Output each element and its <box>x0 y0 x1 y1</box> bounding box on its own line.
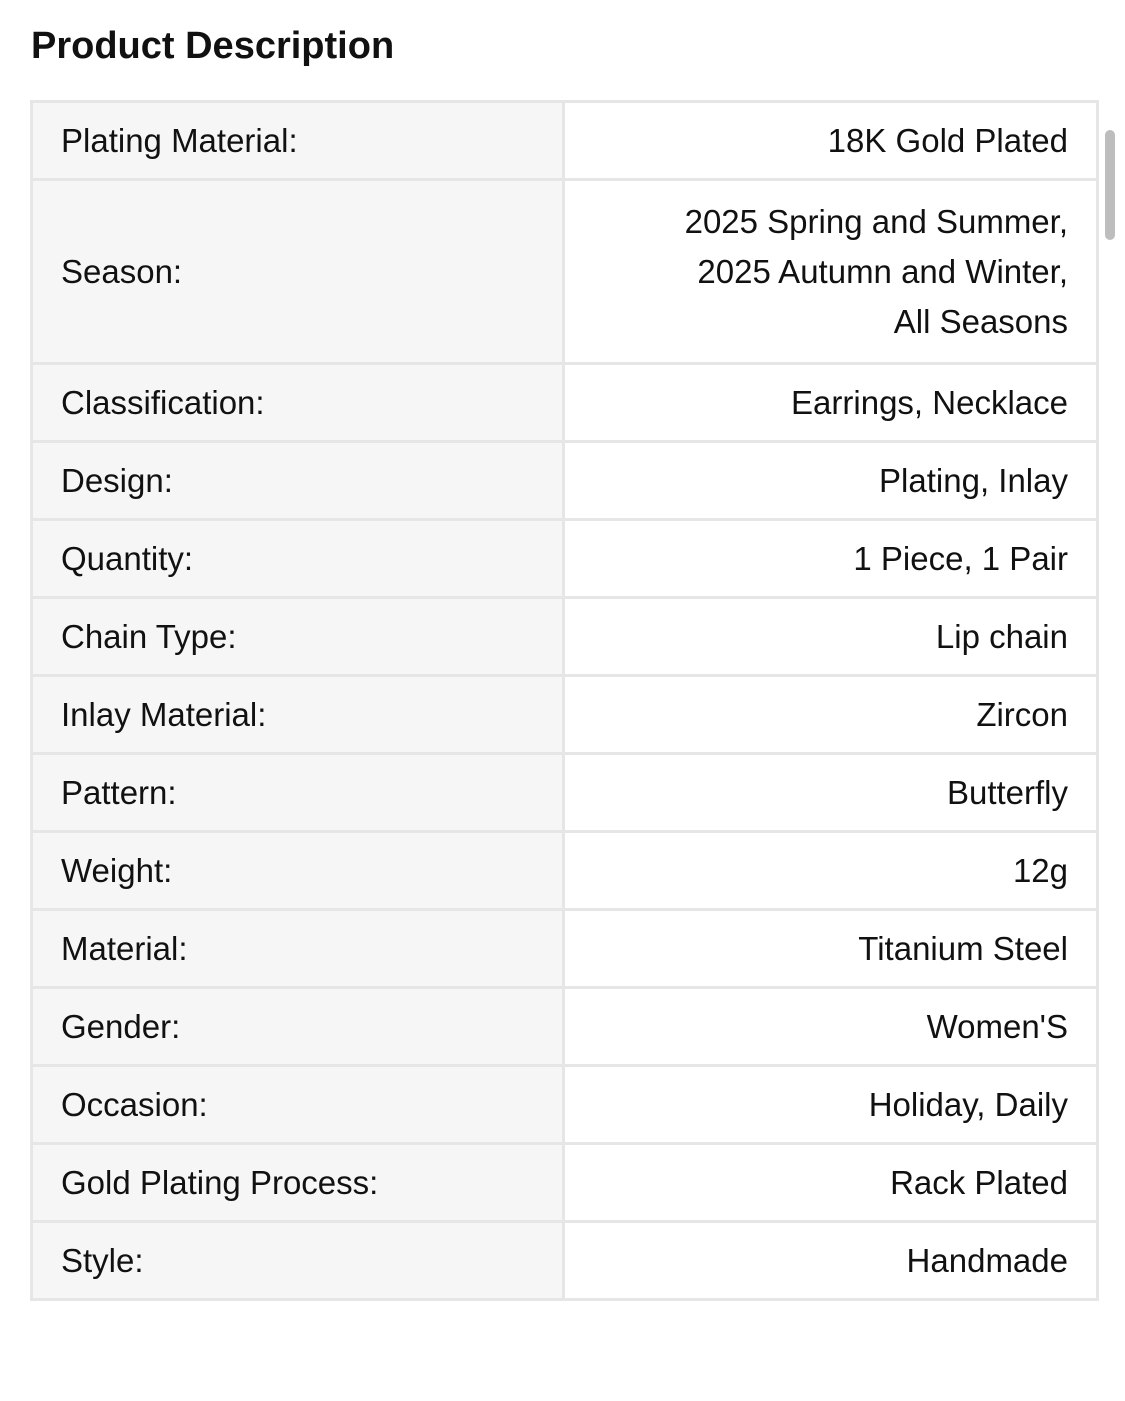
spec-value-line: 2025 Spring and Summer, <box>684 202 1068 240</box>
table-row <box>32 1222 1098 1300</box>
spec-value: 1 Piece, 1 Pair <box>564 520 1098 598</box>
spec-label: Inlay Material: <box>32 676 564 754</box>
spec-label: Gold Plating Process: <box>32 1144 564 1222</box>
table-row <box>32 676 1098 754</box>
scrollbar-thumb[interactable] <box>1105 130 1115 240</box>
spec-label: Chain Type: <box>32 598 564 676</box>
spec-value-line: 2025 Autumn and Winter, <box>697 252 1068 290</box>
spec-value: Lip chain <box>564 598 1098 676</box>
table-row <box>32 102 1098 180</box>
spec-label: Style: <box>32 1222 564 1300</box>
spec-label: Material: <box>32 910 564 988</box>
spec-value: Butterfly <box>564 754 1098 832</box>
spec-label: Classification: <box>32 364 564 442</box>
spec-label: Occasion: <box>32 1066 564 1144</box>
spec-label: Quantity: <box>32 520 564 598</box>
spec-value: Titanium Steel <box>564 910 1098 988</box>
spec-value: 12g <box>564 832 1098 910</box>
table-row <box>32 442 1098 520</box>
spec-label: Design: <box>32 442 564 520</box>
table-row <box>32 910 1098 988</box>
spec-value: Rack Plated <box>564 1144 1098 1222</box>
table-row <box>32 520 1098 598</box>
table-row <box>32 364 1098 442</box>
spec-value: Women'S <box>564 988 1098 1066</box>
table-row <box>32 754 1098 832</box>
spec-label: Weight: <box>32 832 564 910</box>
table-row <box>32 988 1098 1066</box>
spec-label: Plating Material: <box>32 102 564 180</box>
spec-value-line: All Seasons <box>893 302 1068 340</box>
table-row <box>32 832 1098 910</box>
spec-label: Season: <box>32 180 564 364</box>
table-row <box>32 1066 1098 1144</box>
page-title: Product Description <box>31 25 395 67</box>
spec-value: Zircon <box>564 676 1098 754</box>
spec-label: Gender: <box>32 988 564 1066</box>
table-row <box>32 598 1098 676</box>
spec-value: Plating, Inlay <box>564 442 1098 520</box>
spec-value: 18K Gold Plated <box>564 102 1098 180</box>
table-row <box>32 180 1098 364</box>
product-spec-table <box>30 100 1099 1301</box>
spec-value <box>564 180 1098 364</box>
spec-value: Handmade <box>564 1222 1098 1300</box>
table-row <box>32 1144 1098 1222</box>
spec-value: Earrings, Necklace <box>564 364 1098 442</box>
spec-label: Pattern: <box>32 754 564 832</box>
spec-value: Holiday, Daily <box>564 1066 1098 1144</box>
